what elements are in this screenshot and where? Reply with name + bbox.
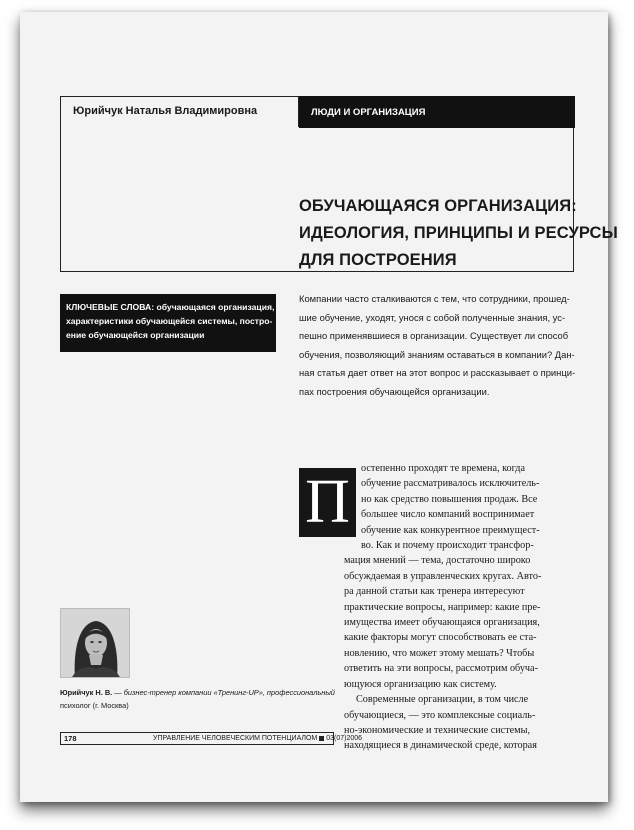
body-line: но-экономические и технические системы, [344, 724, 531, 736]
issue-number: 03(07)2006 [326, 735, 363, 742]
drop-cap: П [299, 468, 356, 537]
bio-line [60, 686, 336, 699]
author-name: Юрийчук Наталья Владимировна [73, 105, 258, 117]
body-line: ющуюся организацию как систему. [344, 678, 497, 690]
body-line: ра данной статьи как тренера интересуют [344, 586, 525, 598]
bio-name: Юрийчук Н. В. [60, 688, 113, 697]
body-line: обучающиеся, — это комплексные социаль- [344, 709, 536, 721]
lead-line: пешно применявшиеся в организации. Существует ли способ [299, 330, 569, 342]
lead-line: шие обучение, уходят, унося с собой полученные знания, ус- [299, 311, 566, 323]
title-line: ИДЕОЛОГИЯ, ПРИНЦИПЫ И РЕСУРСЫ [299, 224, 618, 242]
document-page [20, 12, 618, 802]
body-line: обучение рассматривалось исключитель- [361, 478, 540, 490]
bio-text: — бизнес-тренер компании «Тренинг-UP», профессиональный [112, 688, 335, 697]
body-line: практические вопросы, например: какие пре- [344, 601, 541, 613]
keywords-line: ение обучающейся организации [66, 330, 205, 340]
body-line: но как средство повышения продаж. Все [361, 493, 538, 505]
lead-line: Компании часто сталкиваются с тем, что сотрудники, прошед- [299, 293, 570, 304]
body-line: мация мнений — тема, достаточно широко [344, 555, 531, 567]
lead-line: пах построения обучающейся организации. [299, 385, 490, 397]
keywords-box [60, 294, 276, 352]
page-footer [60, 732, 363, 745]
body-line: во. Как и почему происходит трансфор- [361, 540, 534, 552]
body-line: обучение как конкурентное преимущест- [361, 524, 540, 536]
bio-line: психолог (г. Москва) [60, 701, 129, 710]
body-line: обсуждаемая в управленческих кругах. Авто- [344, 570, 542, 582]
keywords-line: КЛЮЧЕВЫЕ СЛОВА: обучающаяся организация, [66, 302, 275, 312]
article-header [60, 96, 618, 272]
journal-info [153, 735, 362, 742]
lead-paragraph [299, 290, 579, 402]
body-line: большее число компаний воспринимает [361, 509, 535, 521]
keywords-line: характеристики обучающейся системы, постро- [66, 316, 273, 326]
section-label: ЛЮДИ И ОРГАНИЗАЦИЯ [311, 107, 426, 118]
article-title [299, 193, 618, 274]
lead-line: обучения, позволяющий знаниям оставаться в компании? Дан- [299, 348, 575, 360]
author-photo [60, 608, 130, 678]
body-line: остепенно проходят те времена, когда [361, 463, 526, 474]
page-number: 178 [64, 734, 77, 743]
section-bar [299, 96, 575, 128]
lead-line: ная статья дает ответ на этот вопрос и рассказывает о принци- [299, 367, 576, 379]
journal-name: УПРАВЛЕНИЕ ЧЕЛОВЕЧЕСКИМ ПОТЕНЦИАЛОМ [153, 735, 318, 742]
title-line: ОБУЧАЮЩАЯСЯ ОРГАНИЗАЦИЯ: [299, 197, 577, 215]
square-icon [319, 736, 324, 741]
body-line: Современные организации, в том числе [356, 694, 529, 706]
author-bio [60, 686, 336, 712]
body-line: ответить на эти вопросы, рассмотрим обуча- [344, 663, 538, 675]
body-line: имущества имеет обучающаяся организация, [344, 617, 540, 629]
title-line: ДЛЯ ПОСТРОЕНИЯ [299, 251, 457, 269]
body-line: новлению, что может этому мешать? Чтобы [344, 647, 535, 659]
body-line: какие факторы могут способствовать ее ста- [344, 632, 537, 644]
author-cell [61, 97, 299, 127]
body-line: находящиеся в динамической среде, которая [344, 740, 537, 752]
